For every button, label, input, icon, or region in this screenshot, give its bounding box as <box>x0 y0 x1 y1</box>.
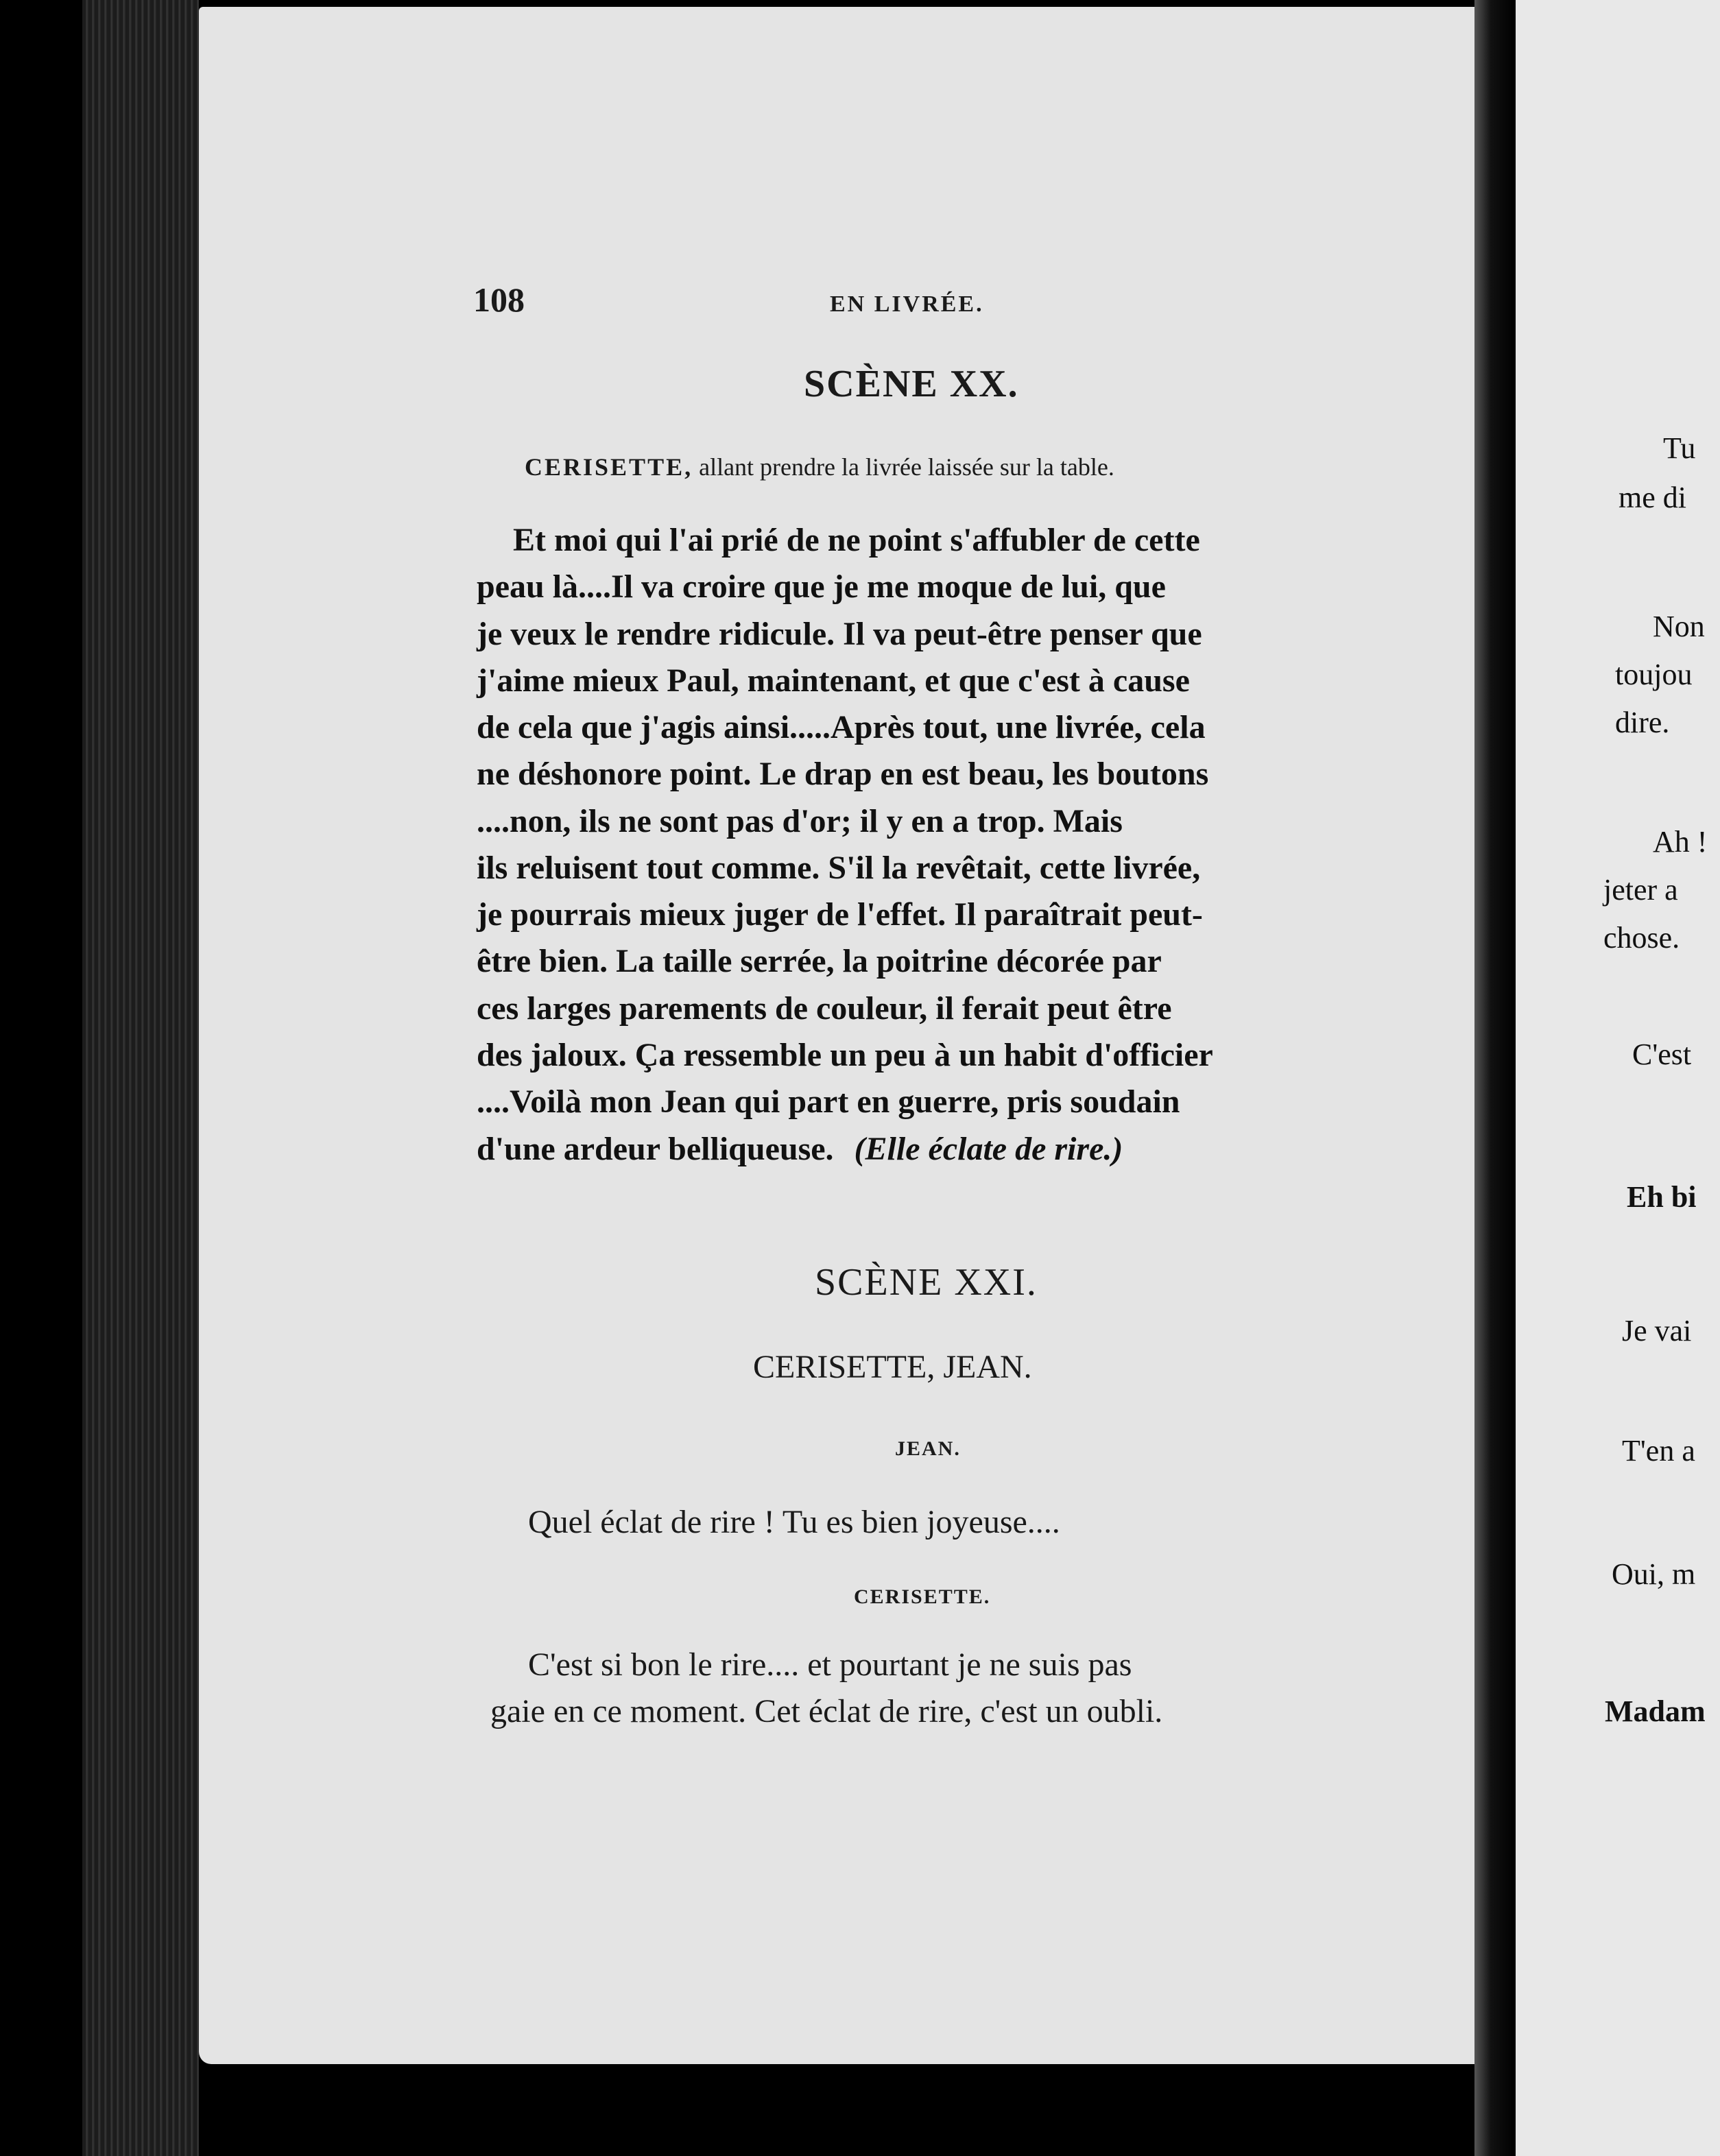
character-name: CERISETTE, <box>525 453 693 481</box>
body-line-8: ils reluisent tout comme. S'il la revêtait, cette livrée, <box>477 850 1201 886</box>
body-line-6: ne déshonore point. Le drap en est beau, les boutons <box>477 756 1209 792</box>
book-gutter <box>1474 0 1516 2156</box>
body-line-4: j'aime mieux Paul, maintenant, et que c'est à cause <box>477 662 1190 699</box>
body-line-1: Et moi qui l'ai prié de ne point s'affubler de cette <box>513 522 1200 558</box>
body-line-11: ces larges parements de couleur, il ferait peut être <box>477 990 1172 1027</box>
right-fragment-11: Je vai <box>1622 1314 1692 1348</box>
right-fragment-13: Oui, m <box>1612 1557 1696 1591</box>
right-page <box>1516 0 1720 2156</box>
body-line-14 <box>477 1130 1123 1168</box>
speech-cerisette-line-2: gaie en ce moment. Cet éclat de rire, c'est un oubli. <box>490 1693 1163 1729</box>
body-line-12: des jaloux. Ça ressemble un peu à un habit d'officier <box>477 1037 1213 1073</box>
stage-direction-cerisette <box>525 453 1114 481</box>
body-line-13: ....Voilà mon Jean qui part en guerre, pris soudain <box>477 1083 1180 1120</box>
speaker-cerisette: CERISETTE. <box>854 1585 991 1608</box>
book-page-edges <box>82 0 199 2156</box>
page-number: 108 <box>473 280 525 319</box>
body-line-5: de cela que j'agis ainsi.....Après tout, une livrée, cela <box>477 709 1206 745</box>
body-line-2: peau là....Il va croire que je me moque de lui, que <box>477 568 1166 605</box>
body-line-14-text: d'une ardeur belliqueuse. <box>477 1131 834 1167</box>
right-fragment-5: dire. <box>1615 706 1670 739</box>
right-fragment-3: Non <box>1653 610 1705 643</box>
speech-jean: Quel éclat de rire ! Tu es bien joyeuse.... <box>528 1504 1060 1540</box>
right-fragment-6: Ah ! <box>1653 825 1708 859</box>
body-line-10: être bien. La taille serrée, la poitrine décorée par <box>477 943 1162 979</box>
right-fragment-14: Madam <box>1605 1694 1706 1728</box>
body-line-3: je veux le rendre ridicule. Il va peut-être penser que <box>477 616 1202 652</box>
stage-direction-laugh: (Elle éclate de rire.) <box>854 1131 1123 1167</box>
right-fragment-4: toujou <box>1615 658 1693 691</box>
running-title: EN LIVRÉE. <box>830 291 984 317</box>
right-fragment-7: jeter a <box>1603 873 1678 907</box>
right-fragment-9: C'est <box>1632 1038 1692 1071</box>
stage-direction-text: allant prendre la livrée laissée sur la table. <box>699 453 1114 481</box>
right-fragment-10: Eh bi <box>1627 1180 1697 1214</box>
right-fragment-8: chose. <box>1603 921 1680 955</box>
speaker-jean: JEAN. <box>895 1437 961 1460</box>
scene-21-title: SCÈNE XXI. <box>815 1261 1038 1304</box>
body-line-7: ....non, ils ne sont pas d'or; il y en a trop. Mais <box>477 803 1123 839</box>
scene-20-title: SCÈNE XX. <box>804 363 1019 405</box>
scene-21-characters: CERISETTE, JEAN. <box>753 1349 1032 1385</box>
speech-cerisette-line-1: C'est si bon le rire.... et pourtant je ne suis pas <box>528 1646 1132 1683</box>
right-fragment-2: me di <box>1619 481 1686 514</box>
right-fragment-1: Tu <box>1663 431 1696 465</box>
right-fragment-12: T'en a <box>1622 1434 1695 1468</box>
body-line-9: je pourrais mieux juger de l'effet. Il paraîtrait peut- <box>477 896 1203 933</box>
